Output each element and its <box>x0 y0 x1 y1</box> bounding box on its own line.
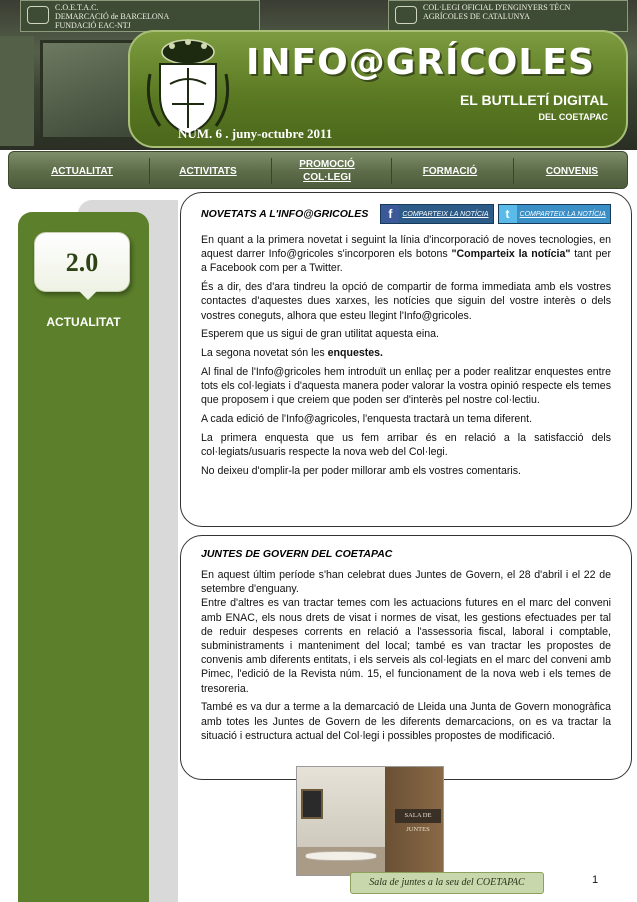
paragraph: A cada edició de l'Info@agricoles, l'enquesta tractarà un tema diferent. <box>201 413 533 426</box>
section-label: ACTUALITAT <box>46 315 121 329</box>
paragraph: En aquest últim període s'han celebrat dues Juntes de Govern, el 28 d'abril i el 22 de setembre d'enguany. <box>201 569 611 596</box>
plaque-left-line: FUNDACIÓ EAC-NTJ <box>55 21 131 30</box>
plaque-left <box>20 0 260 32</box>
article-title: NOVETATS A L'INFO@GRICOLES <box>201 208 369 220</box>
version-badge <box>34 232 130 292</box>
nav-item-actualitat[interactable]: ACTUALITAT <box>51 165 113 177</box>
header-window-left <box>0 36 34 146</box>
paragraph-text: tant per a Facebook com per a Twitter. <box>201 248 611 275</box>
magazine-subtitle: EL BUTLLETÍ DIGITAL <box>459 92 608 108</box>
photo-caption: Sala de juntes a la seu del COETAPAC <box>350 872 544 894</box>
picture-frame-icon <box>301 789 323 819</box>
issue-number: NÚM. 6 . juny-octubre 2011 <box>178 126 333 141</box>
paragraph-text: En quant a la primera novetat i seguint la línia d'incorporació de noves tecnologies, en aquest darrer Info@gricoles s'incorporen els botons <box>201 234 611 261</box>
paragraph: No deixeu d'omplir-la per poder millorar amb els vostres comentaris. <box>201 465 521 477</box>
crest-logo-icon <box>142 34 234 138</box>
magazine-title: INFO@GRÍCOLES <box>246 42 595 83</box>
title-panel <box>128 30 628 148</box>
nav-item-formacio[interactable]: FORMACIÓ <box>422 165 478 177</box>
paragraph: És a dir, des d'ara tindreu la opció de compartir de forma immediata amb els vostres contactes d'aquestes dues xarxes, les notícies que siguin del vostre interès o dels vostres coneguts, alhora que esteu llegint l'Info@gricoles. <box>201 281 611 322</box>
article-title: JUNTES DE GOVERN DEL COETAPAC <box>201 548 393 560</box>
article-novetats <box>180 192 632 527</box>
nav-item-activitats[interactable]: ACTIVITATS <box>179 165 237 177</box>
nav-item-convenis[interactable]: CONVENIS <box>545 165 599 177</box>
paragraph: Al final de l'Info@gricoles hem introduït un enllaç per a poder realitzar enquestes entre tots els col·legiats i d'aquesta manera poder valorar la vostra opinió respecte els temes que proposem i que creiem que poden ser d'interès pel nostre col·lectiu. <box>201 366 611 407</box>
version-badge-text: 2.0 <box>65 248 99 277</box>
badge-tail <box>78 290 98 300</box>
plaque-left-line: C.O.E.T.A.C. <box>55 3 99 12</box>
twitter-share-button[interactable] <box>498 204 611 224</box>
nav-divider <box>271 158 272 184</box>
nav-divider <box>513 158 514 184</box>
article-header <box>201 203 611 225</box>
share-label: COMPARTEIX LA NOTÍCIA <box>519 210 606 218</box>
nav-item-promocio-collegi[interactable]: PROMOCIÓ COL·LEGI <box>299 159 355 183</box>
share-buttons <box>380 204 610 224</box>
paragraph-text: La segona novetat són les <box>201 347 328 360</box>
twitter-icon: t <box>499 205 517 223</box>
paragraph <box>201 233 611 276</box>
paragraph: També es va dur a terme a la demarcació de Lleida una Junta de Govern monogràfica amb totes les Juntes de Govern de les diferents demarcacions, on es va tractar la situació i estructura actual del Col·legi i possibles propostes de modificació. <box>201 701 611 742</box>
header-banner <box>0 0 637 150</box>
paragraph-bold: "Comparteix la notícia" <box>451 248 571 261</box>
nav-divider <box>391 158 392 184</box>
plaque-right-line: COL·LEGI OFICIAL D'ENGINYERS TÈCN <box>423 3 571 12</box>
nav-divider <box>149 158 150 184</box>
paragraph-bold: enquestes. <box>327 347 383 360</box>
plaque-right-line: AGRÍCOLES DE CATALUNYA <box>423 12 530 21</box>
seal-icon <box>27 6 49 24</box>
meeting-table <box>305 851 377 861</box>
seal-icon <box>395 6 417 24</box>
plaque-left-line: DEMARCACIÓ de BARCELONA <box>55 12 170 21</box>
paragraph <box>201 346 611 360</box>
share-label: COMPARTEIX LA NOTÍCIA <box>402 210 489 218</box>
facebook-share-button[interactable] <box>380 204 493 224</box>
main-nav <box>0 150 637 192</box>
paragraph: Entre d'altres es van tractar temes com les actuacions futures en el marc del conveni amb ENAC, els nous drets de visat i normes de visat, les gestions efectuades per tal de reduir despeses corrents en relació a l'assessoria fiscal, laboral i comptable, subministraments i manteniment del local; també es van tractar les propostes de convenis amb diferents entitats, i els serveis als col·legiats en el marc del conveni amb Pimec, l'edició de la Revista núm. 15, el funcionament de la nova web i els temes de tresoreria. <box>201 597 611 695</box>
paragraph: Esperem que us sigui de gran utilitat aquesta eina. <box>201 328 439 341</box>
article-juntes <box>180 535 632 780</box>
header-window <box>40 40 140 140</box>
page-number: 1 <box>592 874 599 886</box>
facebook-icon: f <box>381 205 399 223</box>
room-sign: SALA DE JUNTES <box>395 809 441 823</box>
magazine-org: DEL COETAPAC <box>538 112 608 122</box>
paragraph: La primera enquesta que us fem arribar és en relació a la satisfacció dels col·legiats/usuaris respecte la nova web del Col·legi. <box>201 432 611 459</box>
meeting-room-photo <box>296 766 444 876</box>
plaque-right <box>388 0 628 32</box>
nav-bar <box>8 151 628 189</box>
